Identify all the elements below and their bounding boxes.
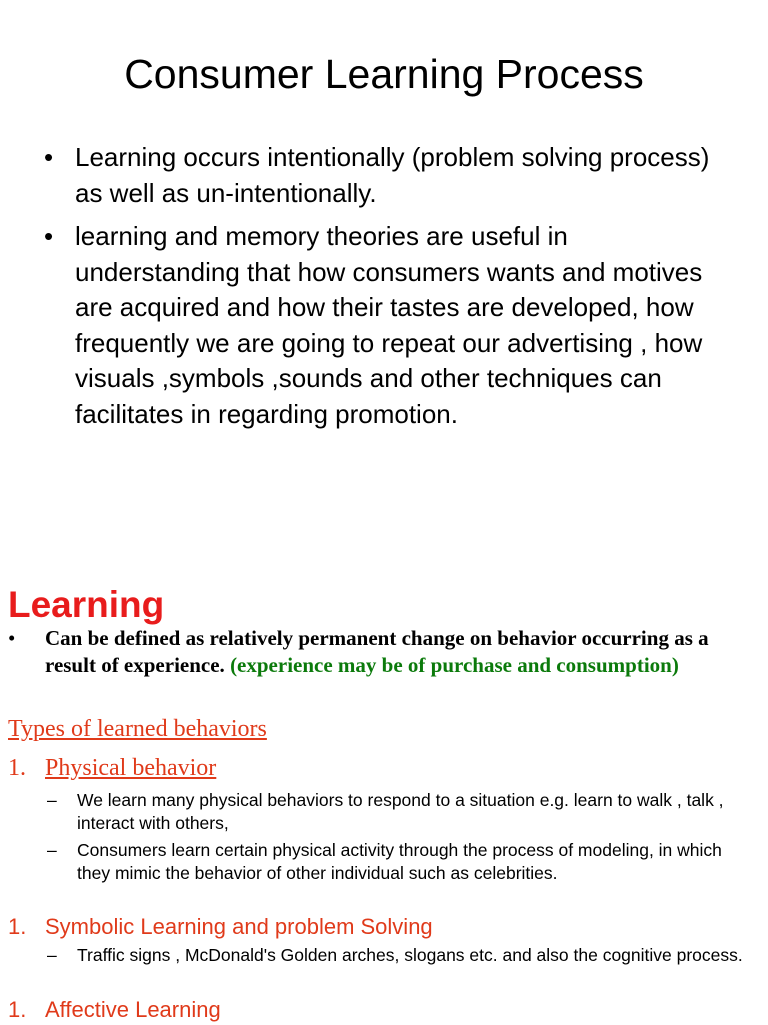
- sub-item-text: We learn many physical behaviors to respond to a situation e.g. learn to walk , talk , interact with others,: [77, 790, 724, 833]
- dash-icon: –: [47, 840, 57, 860]
- item-label: Affective Learning: [45, 997, 221, 1022]
- slide-title: Consumer Learning Process: [124, 51, 644, 97]
- item-number: 1.: [8, 914, 27, 939]
- item-number: 1.: [8, 755, 26, 781]
- sub-item: [47, 839, 747, 885]
- bullet-text: Learning occurs intentionally (problem solving process) as well as un-intentionally.: [75, 142, 710, 208]
- item-label: Physical behavior: [45, 755, 217, 781]
- bullet-item: [44, 219, 734, 432]
- bullet-item: [44, 140, 734, 211]
- list-item: [8, 912, 433, 942]
- definition-bullet: [8, 625, 728, 679]
- dash-icon: –: [47, 945, 57, 965]
- list-item: [8, 753, 216, 783]
- dash-icon: –: [47, 790, 57, 810]
- definition-note: (experience may be of purchase and consumption): [230, 653, 679, 677]
- bullet-dot-icon: •: [44, 221, 54, 251]
- bullet-dot-icon: •: [44, 142, 54, 172]
- sub-item-text: Traffic signs , McDonald's Golden arches, slogans etc. and also the cognitive process.: [77, 945, 743, 965]
- list-item: [8, 995, 221, 1025]
- definition-text: Can be defined as relatively permanent change on behavior occurring as a result of experience.: [45, 626, 709, 677]
- sub-item-text: Consumers learn certain physical activity through the process of modeling, in which they mimic the behavior of other individual such as celebrities.: [77, 840, 722, 883]
- item-label: Symbolic Learning and problem Solving: [45, 914, 433, 939]
- bullet-dot-icon: •: [8, 626, 16, 650]
- definition-text-block: [45, 625, 728, 679]
- item-number: 1.: [8, 997, 27, 1022]
- sub-item: [47, 944, 747, 967]
- types-heading: Types of learned behaviors: [8, 716, 267, 742]
- bullet-text: learning and memory theories are useful in understanding that how consumers wants and motives are acquired and how their tastes are developed, how frequently we are going to repeat our advertising , how visuals ,symbols ,sounds and other techniques can facilitates in regarding promotion.: [75, 221, 703, 429]
- sub-item: [47, 789, 747, 835]
- section-heading: Learning: [8, 584, 165, 625]
